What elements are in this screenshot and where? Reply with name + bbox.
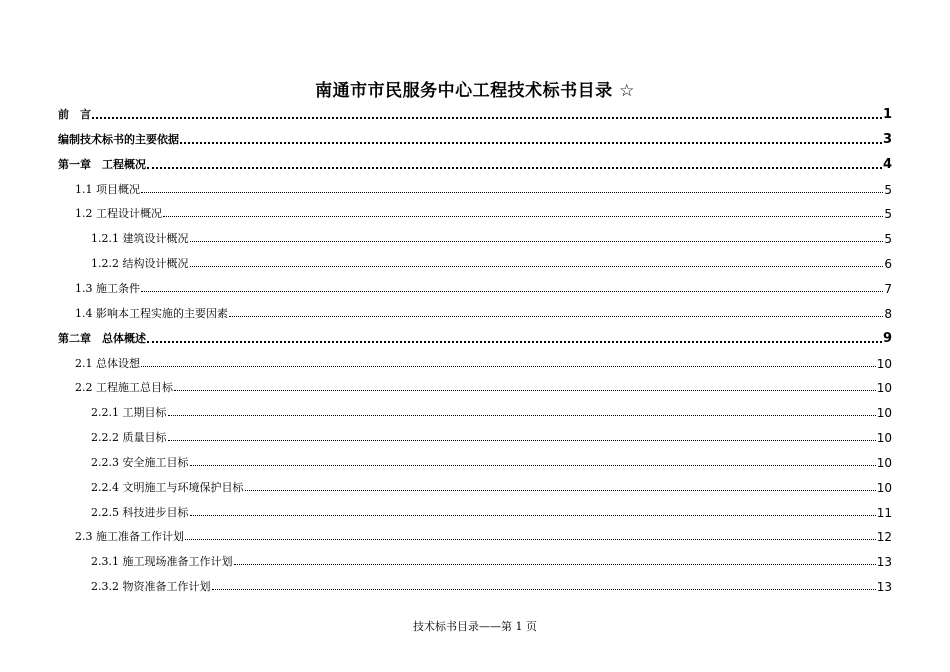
- toc-entry-page-number: 10: [876, 381, 892, 396]
- toc-entry-page-number: 3: [882, 131, 892, 147]
- toc-entry[interactable]: [75, 524, 892, 544]
- dot-leader: [212, 588, 876, 590]
- toc-entry-title: 编制技术标书的主要依据: [58, 132, 179, 146]
- toc-entry-page-number: 10: [876, 356, 892, 371]
- dot-leader: [174, 389, 876, 391]
- toc-entry-page-number: 5: [884, 207, 892, 222]
- toc-entry[interactable]: [91, 475, 892, 495]
- toc-entry[interactable]: [75, 301, 892, 321]
- toc-entry-title: 1.4 影响本工程实施的主要因素: [75, 306, 228, 320]
- toc-entry[interactable]: [91, 226, 892, 246]
- toc-entry-title: 2.3 施工准备工作计划: [75, 530, 184, 544]
- toc-entry[interactable]: [91, 574, 892, 594]
- dot-leader: [163, 215, 883, 217]
- toc-entry-page-number: 8: [884, 306, 892, 321]
- dot-leader: [141, 290, 883, 292]
- toc-entry-title: 前 言: [58, 108, 91, 121]
- toc-entry-title: 2.2.4 文明施工与环境保护目标: [91, 480, 244, 494]
- toc-entry-page-number: 11: [876, 505, 892, 520]
- dot-leader: [147, 340, 882, 343]
- toc-entry-title: 2.2.3 安全施工目标: [91, 455, 189, 469]
- dot-leader: [141, 365, 876, 367]
- dot-leader: [185, 538, 876, 540]
- toc-entry-page-number: 10: [876, 480, 892, 495]
- toc-entry-title: 第二章 总体概述: [58, 331, 146, 345]
- toc-entry-title: 2.2.2 质量目标: [91, 431, 167, 445]
- toc-entry[interactable]: [58, 127, 892, 147]
- toc-entry[interactable]: [75, 177, 892, 197]
- toc-entry-title: 2.3.2 物资准备工作计划: [91, 580, 211, 594]
- toc-entry-title: 1.2 工程设计概况: [75, 207, 162, 221]
- toc-entry-page-number: 13: [876, 555, 892, 570]
- page-footer: 技术标书目录——第 1 页: [413, 620, 537, 633]
- dot-leader: [147, 166, 882, 169]
- toc-entry-page-number: 12: [876, 530, 892, 545]
- toc-entry[interactable]: [91, 500, 892, 520]
- toc-entry-title: 1.2.1 建筑设计概况: [91, 232, 189, 246]
- toc-entry[interactable]: [91, 450, 892, 470]
- dot-leader: [190, 464, 876, 466]
- toc-entry-page-number: 7: [884, 281, 892, 296]
- toc-entry-title: 第一章 工程概况: [58, 157, 146, 171]
- toc-entry-page-number: 1: [882, 107, 892, 122]
- toc-entry[interactable]: [75, 276, 892, 296]
- dot-leader: [168, 439, 876, 441]
- toc-entry[interactable]: [75, 375, 892, 395]
- toc-entry-page-number: 5: [884, 232, 892, 247]
- dot-leader: [92, 116, 882, 119]
- dot-leader: [245, 489, 876, 491]
- toc-entry-title: 1.1 项目概况: [75, 182, 140, 196]
- toc-entry-page-number: 10: [876, 431, 892, 446]
- toc-entry-title: 1.3 施工条件: [75, 281, 140, 295]
- document-title: 南通市市民服务中心工程技术标书目录 ☆: [315, 81, 635, 101]
- toc-entry-page-number: 5: [884, 182, 892, 197]
- toc-entry[interactable]: [58, 326, 892, 346]
- toc-entry-page-number: 10: [876, 455, 892, 470]
- toc-entry[interactable]: [91, 400, 892, 420]
- toc-entry[interactable]: [91, 549, 892, 569]
- toc-entry-title: 2.2 工程施工总目标: [75, 381, 173, 395]
- toc-entry[interactable]: [58, 102, 892, 122]
- toc-entry-title: 2.2.1 工期目标: [91, 406, 167, 420]
- dot-leader: [234, 563, 876, 565]
- dot-leader: [190, 514, 876, 516]
- dot-leader: [229, 315, 883, 317]
- dot-leader: [141, 191, 883, 193]
- dot-leader: [180, 141, 882, 144]
- toc-entry-title: 2.2.5 科技进步目标: [91, 505, 189, 519]
- toc-entry[interactable]: [91, 425, 892, 445]
- toc-entry-title: 2.3.1 施工现场准备工作计划: [91, 555, 233, 569]
- toc-entry-page-number: 6: [884, 257, 892, 272]
- toc-entry-page-number: 13: [876, 580, 892, 595]
- toc-entry-title: 1.2.2 结构设计概况: [91, 257, 189, 271]
- toc-entry[interactable]: [58, 152, 892, 172]
- toc-entry-page-number: 4: [882, 156, 892, 172]
- toc-entry[interactable]: [75, 351, 892, 371]
- toc-entry[interactable]: [75, 201, 892, 221]
- toc-entry-page-number: 10: [876, 406, 892, 421]
- toc-entry-page-number: 9: [882, 330, 892, 346]
- toc-entry[interactable]: [91, 251, 892, 271]
- toc-entry-title: 2.1 总体设想: [75, 356, 140, 370]
- dot-leader: [168, 414, 876, 416]
- dot-leader: [190, 265, 884, 267]
- dot-leader: [190, 240, 884, 242]
